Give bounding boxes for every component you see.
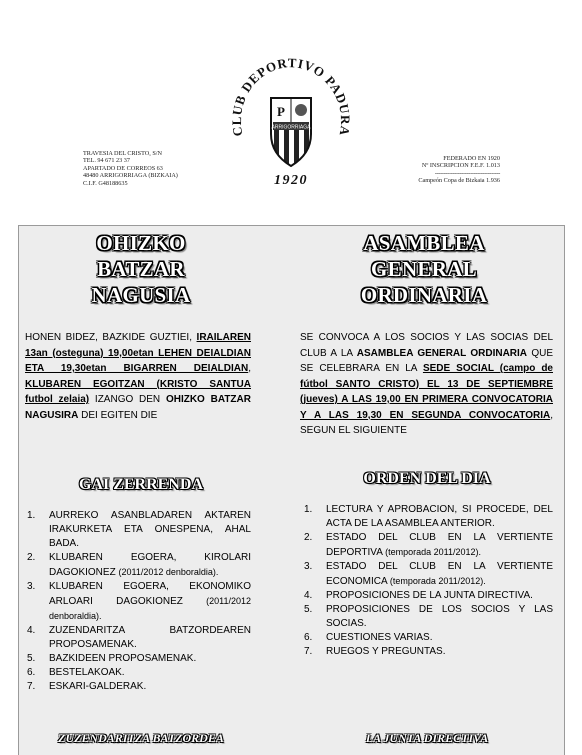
list-item: 2. KLUBAREN EGOERA, KIROLARI DAGOKIONEZ (2011/2012 denboraldia). (27, 552, 251, 578)
basque-agenda-title: GAI ZERRENDA (78, 476, 203, 493)
list-item: 4. ZUZENDARITZA BATZORDEAREN PROPOSAMENAK. (27, 625, 251, 650)
basque-agenda-list (27, 509, 251, 694)
federation-divider: ------------------------------------- (434, 169, 500, 177)
list-item: 6. BESTELAKOAK. (27, 667, 125, 678)
list-item: 3. ESTADO DEL CLUB EN LA VERTIENTE ECONOMICA (temporada 2011/2012). (304, 561, 553, 587)
list-item: 2. ESTADO DEL CLUB EN LA VERTIENTE DEPORTIVA (temporada 2011/2012). (304, 532, 553, 558)
spanish-title (303, 230, 545, 308)
club-crest-icon (228, 54, 354, 190)
basque-intro: HONEN BIDEZ, BAZKIDE GUZTIEI, IRAILAREN 13an (osteguna) 19,00etan LEHEN DEIALDIAN ETA 19,30etan BIGARREN DEIALDIAN, KLUBAREN EGOITZAN (KRISTO SANTUA futbol zelaia) IZANGO DEN OHIZKO BATZAR NAGUSIRA DEI EGITEN DIE (25, 332, 251, 421)
list-item: 6. CUESTIONES VARIAS. (304, 632, 433, 643)
address-line: 48480 ARRIGORRIAGA (BIZKAIA) (83, 172, 178, 180)
list-item: 5. PROPOSICIONES DE LOS SOCIOS Y LAS SOCIAS. (304, 604, 553, 629)
spanish-signature: LA JUNTA DIRECTIVA (365, 731, 489, 745)
list-item: 1. AURREKO ASANBLADAREN AKTAREN IRAKURKETA ETA ONESPENA, AHAL BADA. (27, 510, 251, 549)
spanish-title-line: ORDINARIA (360, 283, 488, 307)
address-line: TEL. 94 671 23 37 (83, 157, 130, 165)
basque-title (26, 230, 256, 308)
address-line: C.I.F. G48188635 (83, 179, 128, 187)
spanish-title-line: GENERAL (371, 257, 477, 281)
address-line: TRAVESIA DEL CRISTO, S/N (83, 150, 162, 157)
list-item: 1. LECTURA Y APROBACION, SI PROCEDE, DEL ACTA DE LA ASAMBLEA ANTERIOR. (304, 504, 553, 529)
crest-banner: ARRIGORRIAGA (271, 124, 311, 131)
basque-title-line: NAGUSIA (91, 283, 191, 307)
federation-line: Nº INSCRIPCION F.E.F. 1.013 (421, 162, 500, 170)
list-item: 7. ESKARI-GALDERAK. (27, 681, 147, 692)
basque-signature: ZUZENDARITZA BATZORDEA (58, 731, 224, 745)
spanish-agenda-list (304, 503, 553, 659)
basque-title-line: BATZAR (97, 257, 185, 281)
crest-year: 1920 (274, 173, 308, 188)
list-item: 5. BAZKIDEEN PROPOSAMENAK. (27, 653, 197, 664)
spanish-intro: SE CONVOCA A LOS SOCIOS Y LAS SOCIAS DEL CLUB A LA ASAMBLEA GENERAL ORDINARIA QUE SE CELEBRARA EN LA SEDE SOCIAL (campo de fútbol SANTO CRISTO) EL 13 DE SEPTIEMBRE (jueves) A LAS 19,00 EN PRIMERA CONVOCATORIA Y A LAS 19,30 EN SEGUNDA CONVOCATORIA, SEGUN EL SIGUIENTE (300, 332, 553, 436)
spanish-title-line: ASAMBLEA (363, 231, 485, 255)
svg-text:P: P (277, 104, 285, 119)
federation-info (418, 155, 500, 185)
spanish-agenda-title: ORDEN DEL DIA (363, 470, 491, 487)
federation-line: Campeón Copa de Bizkaia 1.936 (418, 177, 500, 185)
list-item: 3. KLUBAREN EGOERA, EKONOMIKO ARLOARI DAGOKIONEZ (2011/2012 denboraldia). (27, 581, 252, 621)
basque-title-line: OHIZKO (96, 231, 186, 255)
crest-arc-text: CLUB DEPORTIVO PADURA (228, 55, 354, 138)
address-line: APARTADO DE CORREOS 63 (83, 164, 163, 172)
list-item: 4. PROPOSICIONES DE LA JUNTA DIRECTIVA. (304, 590, 533, 601)
list-item: 7. RUEGOS Y PREGUNTAS. (304, 646, 446, 657)
club-address (83, 150, 178, 187)
federation-line: FEDERADO EN 1920 (443, 155, 500, 162)
